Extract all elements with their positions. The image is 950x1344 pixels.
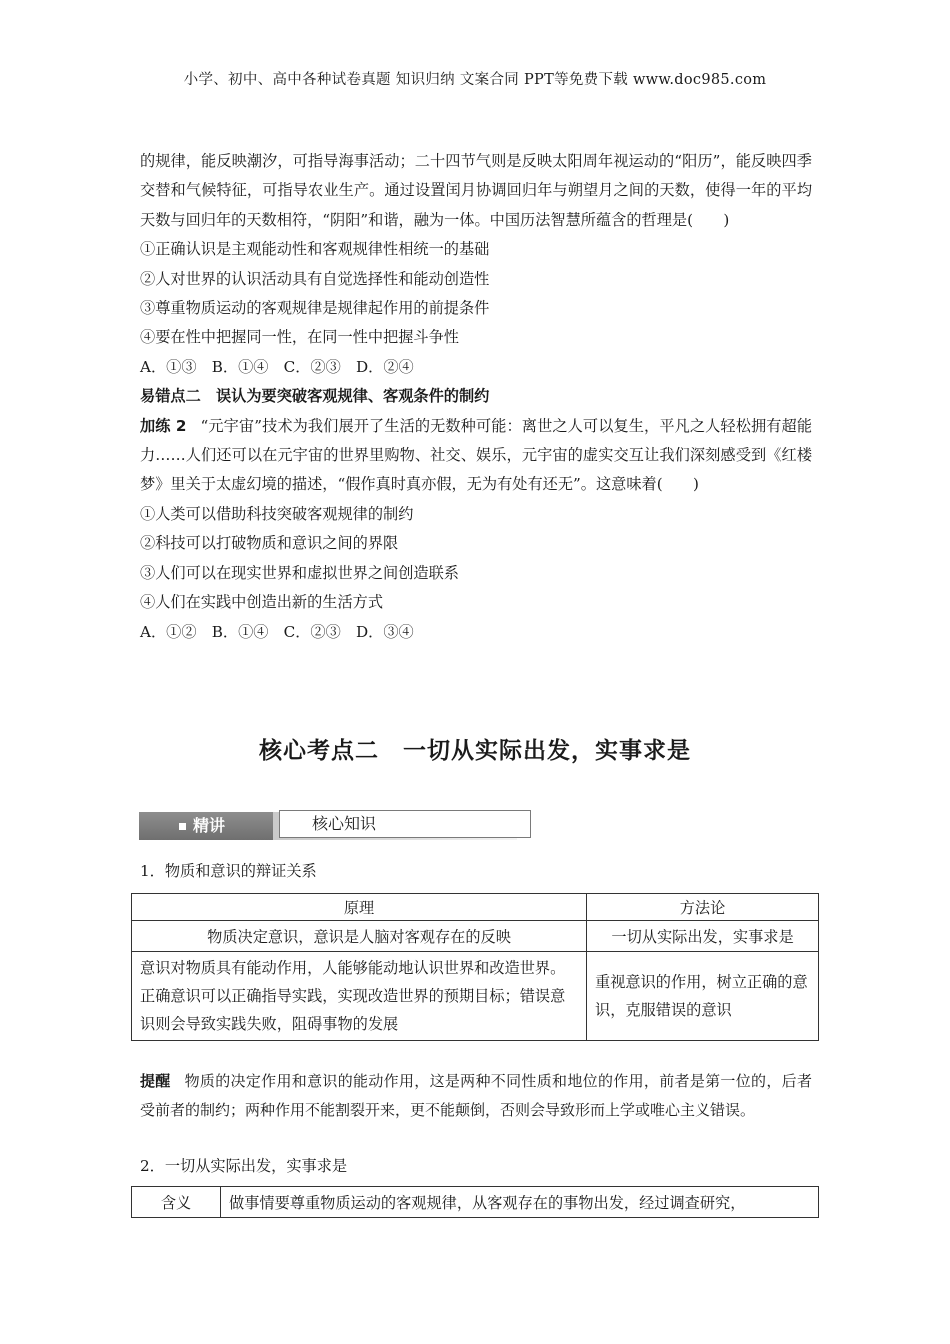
- question1-paragraph: 的规律，能反映潮汐，可指导海事活动；二十四节气则是反映太阳周年视运动的“阳历”，能反映四季交替和气候特征，可指导农业生产。通过设置闰月协调回归年与朔望月之间的天数，使得一年的平均天数与回归年的天数相符，“阴阳”和谐，融为一体。中国历法智慧所蕴含的哲理是( ): [140, 152, 812, 229]
- square-bullet-icon: [179, 823, 186, 830]
- meaning-table: [131, 1186, 819, 1218]
- table-row: [132, 952, 819, 1041]
- main-content: [140, 147, 812, 647]
- subsection-2-title: 一切从实际出发，实事求是: [164, 1157, 348, 1175]
- table-cell: 意识对物质具有能动作用，人能够能动地认识世界和改造世界。正确意识可以正确指导实践，实现改造世界的预期目标；错误意识则会导致实践失败，阻碍事物的发展: [132, 952, 587, 1041]
- subsection-2-heading: [140, 1155, 347, 1176]
- section-banner: [139, 810, 517, 842]
- banner-left-text: 精讲: [193, 816, 226, 835]
- section-title: 核心考点二 一切从实际出发，实事求是: [259, 738, 691, 764]
- practice2-paragraph: [140, 412, 812, 500]
- reminder-text: 物质的决定作用和意识的能动作用，这是两种不同性质和地位的作用，前者是第一位的，后者受前者的制约；两种作用不能割裂开来，更不能颠倒，否则会导致形而上学或唯心主义错误。: [140, 1072, 812, 1119]
- practice2-answers: A．①② B．①④ C．②③ D．③④: [140, 622, 414, 641]
- subsection-1-heading: [140, 860, 317, 881]
- meaning-key-cell: 含义: [132, 1187, 221, 1218]
- table-row: [132, 1187, 819, 1218]
- practice2-option-2: ②科技可以打破物质和意识之间的界限: [140, 534, 399, 553]
- reminder-label: 提醒: [140, 1072, 171, 1090]
- table-cell: 物质决定意识，意识是人脑对客观存在的反映: [132, 921, 587, 952]
- subsection-2-number: 2．: [140, 1157, 165, 1175]
- meaning-value-cell: 做事情要尊重物质运动的客观规律，从客观存在的事物出发，经过调查研究，: [221, 1187, 819, 1218]
- subsection-1-number: 1．: [140, 862, 165, 880]
- question1-answers: A．①③ B．①④ C．②③ D．②④: [140, 357, 414, 376]
- page-header: 小学、初中、高中各种试卷真题 知识归纳 文案合同 PPT等免费下载 www.doc985.com: [183, 72, 767, 88]
- table-header-principle: 原理: [132, 894, 587, 921]
- banner-label-dark: [139, 812, 273, 840]
- question1-option-2: ②人对世界的认识活动具有自觉选择性和能动创造性: [140, 269, 490, 288]
- practice2-option-3: ③人们可以在现实世界和虚拟世界之间创造联系: [140, 563, 459, 582]
- practice2-label: 加练 2: [140, 416, 187, 435]
- practice2-text: “元宇宙”技术为我们展开了生活的无数种可能：离世之人可以复生，平凡之人轻松拥有超能力……人们还可以在元宇宙的世界里购物、社交、娱乐，元宇宙的虚实交互让我们深刻感受到《红楼梦》里关于太虚幻境的描述，“假作真时真亦假，无为有处有还无”。这意味着( ): [140, 416, 813, 494]
- question1-option-1: ①正确认识是主观能动性和客观规律性相统一的基础: [140, 240, 490, 259]
- error-point-2-title: 易错点二 误认为要突破客观规律、客观条件的制约: [140, 387, 490, 406]
- table-cell: 重视意识的作用，树立正确的意识，克服错误的意识: [587, 952, 819, 1041]
- practice2-option-1: ①人类可以借助科技突破客观规律的制约: [140, 504, 414, 523]
- reminder-note: [140, 1067, 812, 1125]
- question1-option-3: ③尊重物质运动的客观规律是规律起作用的前提条件: [140, 299, 490, 318]
- table-row: [132, 921, 819, 952]
- principle-methodology-table: [131, 893, 819, 1041]
- practice2-option-4: ④人们在实践中创造出新的生活方式: [140, 593, 383, 612]
- banner-label-box: 核心知识: [279, 810, 531, 838]
- question1-option-4: ④要在性中把握同一性，在同一性中把握斗争性: [140, 328, 459, 347]
- table-header-methodology: 方法论: [587, 894, 819, 921]
- subsection-1-title: 物质和意识的辩证关系: [164, 862, 317, 880]
- table-header-row: [132, 894, 819, 921]
- table-cell: 一切从实际出发，实事求是: [587, 921, 819, 952]
